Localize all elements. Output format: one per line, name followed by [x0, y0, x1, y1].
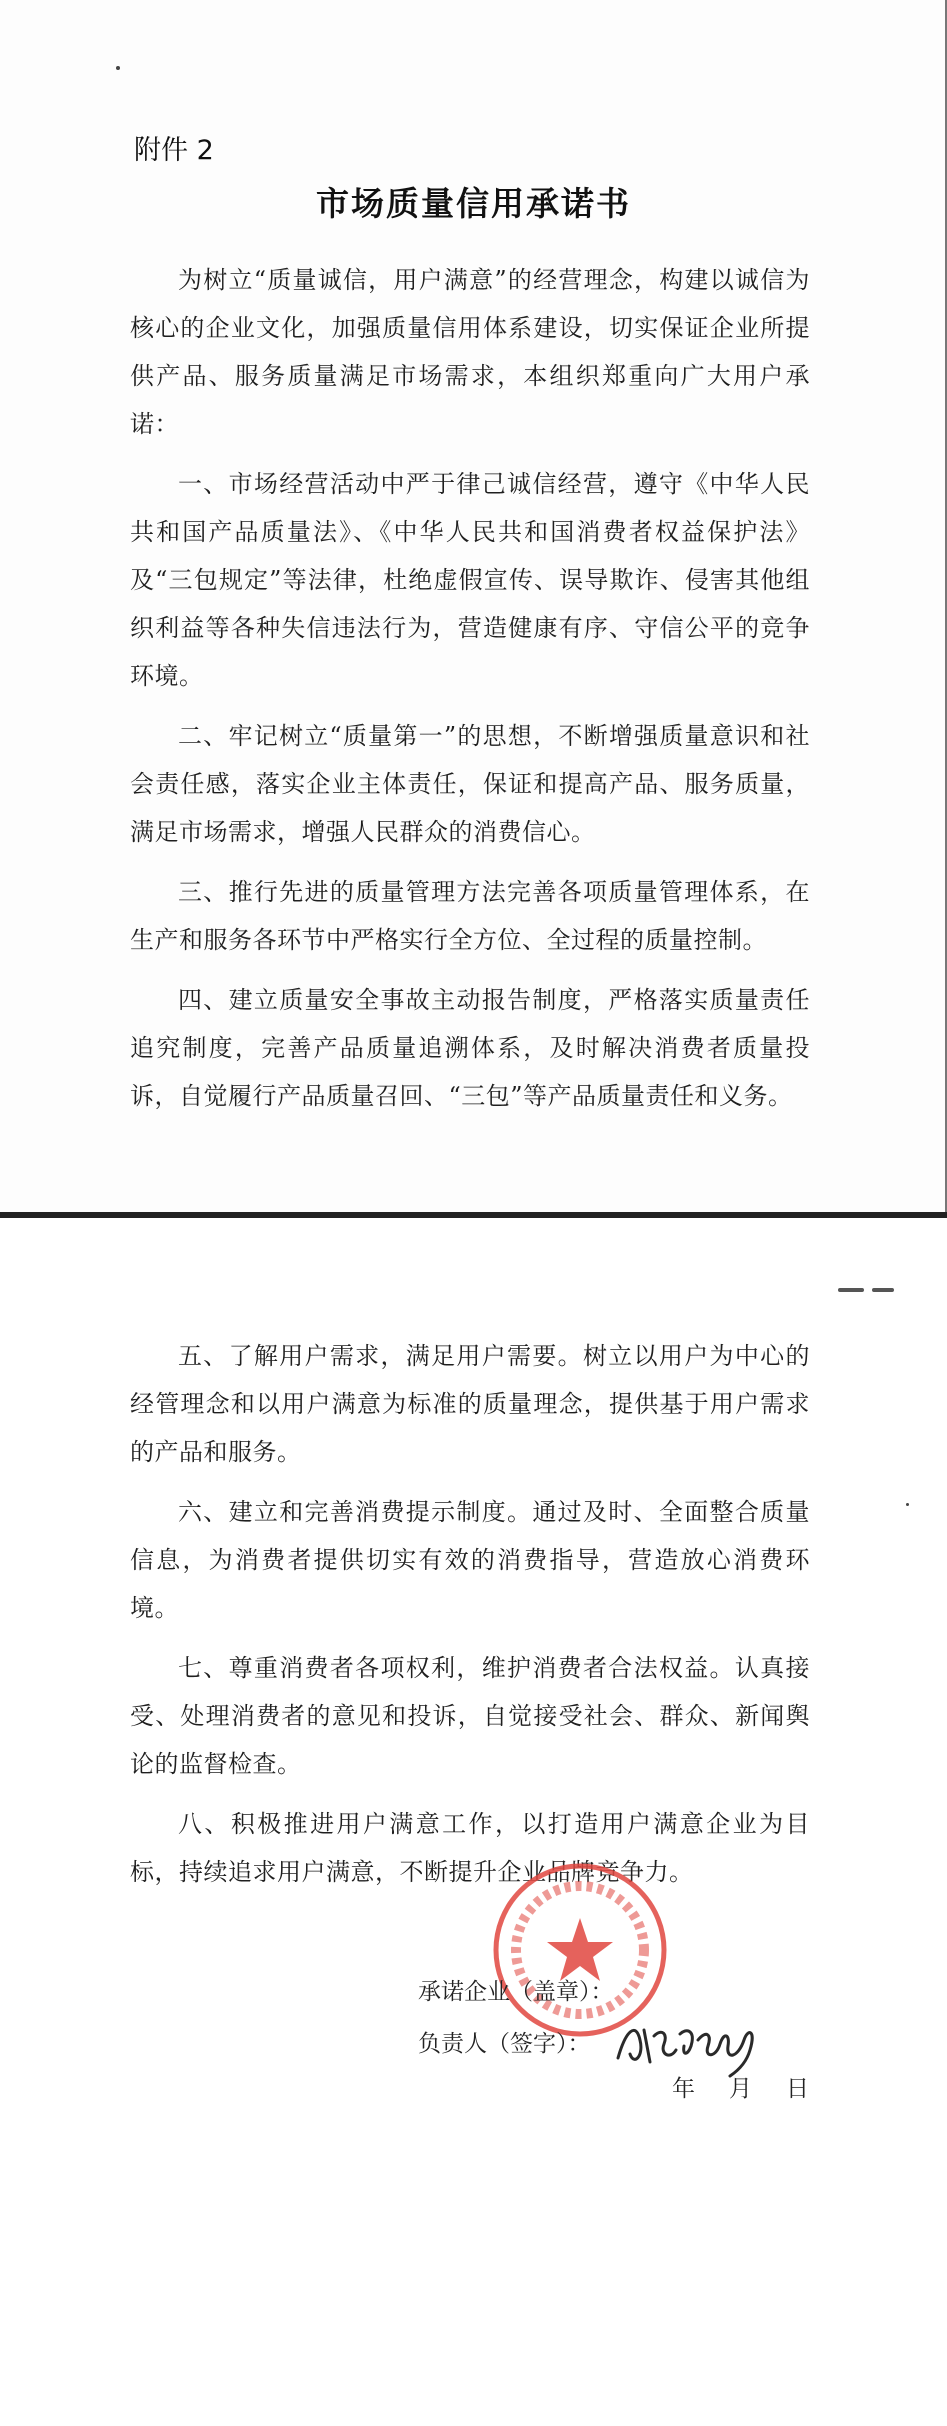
company-seal-label: 承诺企业（盖章）： — [418, 1979, 614, 2005]
signature-block — [418, 1966, 614, 2070]
commitment-body-page-2 — [130, 1332, 810, 1908]
document-title: 市场质量信用承诺书 — [316, 184, 631, 223]
document-page-1 — [0, 0, 947, 1212]
date-line — [672, 2070, 843, 2103]
commitment-item-5: 五、了解用户需求，满足用户需要。树立以用户为中心的经管理念和以用户满意为标准的质量理念，提供基于用户需求的产品和服务。 — [130, 1342, 810, 1466]
page-separator — [0, 1212, 947, 1218]
commitment-item-7: 七、尊重消费者各项权利，维护消费者合法权益。认真接受、处理消费者的意见和投诉，自觉接受社会、群众、新闻舆论的监督检查。 — [130, 1654, 810, 1778]
date-month-label: 月 — [729, 2076, 752, 2102]
scan-mark — [838, 1288, 864, 1292]
commitment-item-2: 二、牢记树立“质量第一”的思想，不断增强质量意识和社会责任感，落实企业主体责任，保证和提高产品、服务质量，满足市场需求，增强人民群众的消费信心。 — [130, 722, 810, 846]
intro-paragraph: 为树立“质量诚信，用户满意”的经营理念，构建以诚信为核心的企业文化，加强质量信用体系建设，切实保证企业所提供产品、服务质量满足市场需求，本组织郑重向广大用户承诺： — [130, 266, 810, 438]
scan-speck — [906, 1503, 909, 1506]
commitment-item-8: 八、积极推进用户满意工作，以打造用户满意企业为目标，持续追求用户满意，不断提升企业品牌竞争力。 — [130, 1810, 810, 1886]
date-day-label: 日 — [786, 2076, 809, 2102]
commitment-item-6: 六、建立和完善消费提示制度。通过及时、全面整合质量信息，为消费者提供切实有效的消费指导，营造放心消费环境。 — [130, 1498, 810, 1622]
scan-mark — [872, 1288, 894, 1292]
commitment-item-1: 一、市场经营活动中严于律己诚信经营，遵守《中华人民共和国产品质量法》、《中华人民共和国消费者权益保护法》及“三包规定”等法律，杜绝虚假宣传、误导欺诈、侵害其他组织利益等各种失信违法行为，营造健康有序、守信公平的竞争环境。 — [130, 470, 810, 690]
date-year-label: 年 — [672, 2076, 695, 2102]
commitment-item-3: 三、推行先进的质量管理方法完善各项质量管理体系，在生产和服务各环节中严格实行全方位、全过程的质量控制。 — [130, 878, 810, 954]
handwritten-signature — [610, 2000, 770, 2080]
commitment-item-4: 四、建立质量安全事故主动报告制度，严格落实质量责任追究制度，完善产品质量追溯体系，及时解决消费者质量投诉，自觉履行产品质量召回、“三包”等产品质量责任和义务。 — [130, 986, 810, 1110]
scan-speck — [116, 66, 120, 70]
commitment-body-page-1 — [130, 256, 810, 1132]
attachment-label: 附件 2 — [134, 135, 214, 166]
responsible-person-label: 负责人（签字）： — [418, 2031, 591, 2057]
